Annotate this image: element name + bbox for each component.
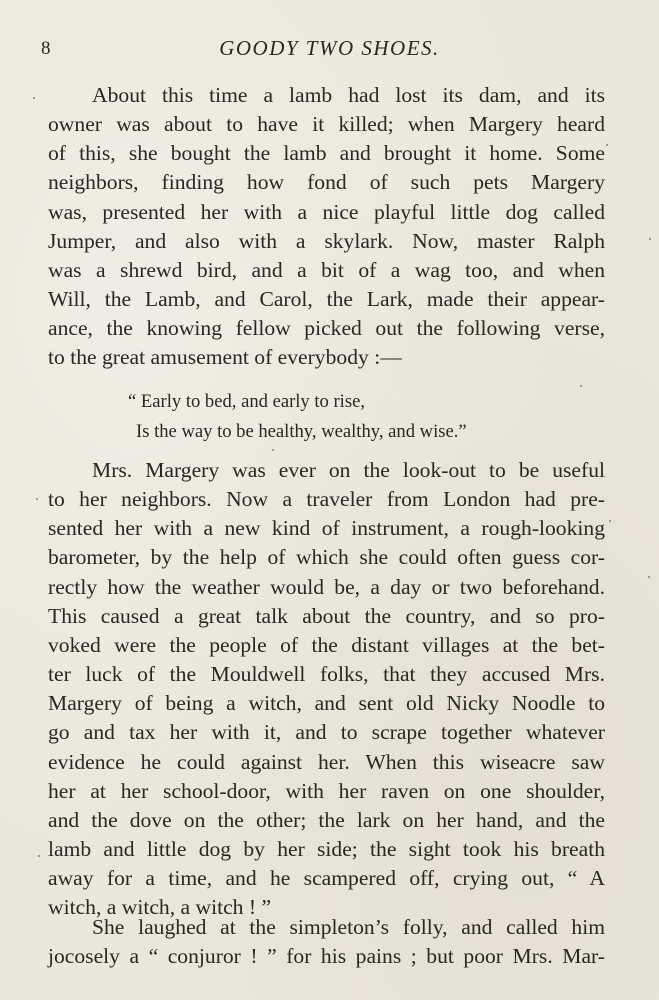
text-line: jocosely a “ conjuror ! ” for his pains ; but poor Mrs. Mar- bbox=[48, 944, 605, 969]
text-line: to her neighbors. Now a traveler from London had pre- bbox=[48, 487, 605, 512]
text-line: rectly how the weather would be, a day or two beforehand. bbox=[48, 574, 605, 599]
text-line: owner was about to have it killed; when Margery heard bbox=[48, 112, 605, 137]
text-line: voked were the people of the distant villages at the bet- bbox=[48, 632, 605, 657]
paragraph-lamb-and-pets bbox=[48, 81, 605, 373]
paper-speck bbox=[272, 449, 274, 451]
paper-speck bbox=[580, 385, 582, 387]
text-line: of this, she bought the lamb and brought it home. Some bbox=[48, 141, 605, 166]
paper-speck bbox=[606, 144, 608, 146]
text-line: sented her with a new kind of instrument, a rough-looking bbox=[48, 516, 605, 541]
text-line: This caused a great talk about the country, and so pro- bbox=[48, 603, 605, 628]
text-line: her at her school-door, with her raven on one shoulder, bbox=[48, 778, 605, 803]
text-line: ance, the knowing fellow picked out the following verse, bbox=[48, 316, 605, 341]
running-title: GOODY TWO SHOES. bbox=[219, 36, 440, 60]
page-number: 8 bbox=[41, 38, 51, 59]
paper-speck bbox=[649, 238, 651, 240]
text-line: was, presented her with a nice playful little dog called bbox=[48, 199, 605, 224]
running-head bbox=[0, 36, 659, 64]
text-line: Mrs. Margery was ever on the look-out to be useful bbox=[92, 458, 605, 482]
paragraph-barometer-witch bbox=[48, 456, 605, 923]
paper-speck bbox=[33, 97, 35, 99]
paper-speck bbox=[36, 498, 38, 500]
text-line: was a shrewd bird, and a bit of a wag too, and when bbox=[48, 257, 605, 282]
paper-speck bbox=[38, 855, 40, 857]
text-line: Will, the Lamb, and Carol, the Lark, made their appear- bbox=[48, 287, 605, 312]
paper-speck bbox=[648, 576, 650, 578]
paragraph-conjuror bbox=[48, 913, 605, 971]
text-line: She laughed at the simpleton’s folly, and called him bbox=[92, 915, 605, 939]
text-line: to the great amusement of everybody :— bbox=[48, 345, 402, 370]
text-line: neighbors, finding how fond of such pets Margery bbox=[48, 170, 605, 195]
paper-speck bbox=[609, 520, 611, 522]
text-line: go and tax her with it, and to scrape together whatever bbox=[48, 720, 605, 745]
text-line: away for a time, and he scampered off, crying out, “ A bbox=[48, 866, 605, 891]
text-line: and the dove on the other; the lark on her hand, and the bbox=[48, 807, 605, 832]
text-line: lamb and little dog by her side; the sight took his breath bbox=[48, 837, 605, 862]
verse-quotation bbox=[128, 387, 467, 447]
text-line: About this time a lamb had lost its dam, and its bbox=[92, 83, 605, 107]
text-line: evidence he could against her. When this wiseacre saw bbox=[48, 749, 605, 774]
text-line: barometer, by the help of which she could often guess cor- bbox=[48, 545, 605, 570]
verse-line: “ Early to bed, and early to rise, bbox=[128, 391, 365, 412]
text-line: ter luck of the Mouldwell folks, that they accused Mrs. bbox=[48, 662, 605, 687]
text-line: Jumper, and also with a skylark. Now, master Ralph bbox=[48, 228, 605, 253]
text-line: Margery of being a witch, and sent old Nicky Noodle to bbox=[48, 691, 605, 716]
text-line: witch, a witch, a witch ! ” bbox=[48, 895, 272, 920]
verse-line: Is the way to be healthy, wealthy, and wise.” bbox=[136, 421, 467, 442]
